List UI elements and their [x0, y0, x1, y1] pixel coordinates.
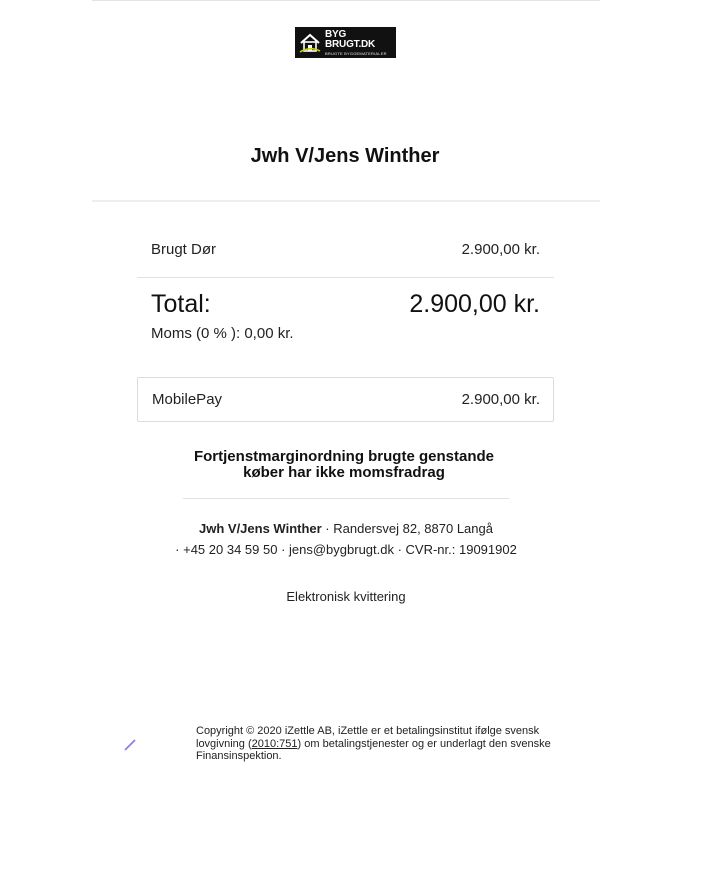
- receipt-type: Elektronisk kvittering: [286, 589, 406, 604]
- copyright-text-end: ) om betalingstjenester og er underlagt den svenske Finansinspektion.: [196, 737, 551, 762]
- house-icon: [298, 31, 322, 55]
- total-amount: 2.900,00 kr.: [409, 290, 540, 318]
- line-item-name: Brugt Dør: [151, 241, 217, 258]
- total-label: Total:: [151, 290, 211, 318]
- items-divider: [137, 277, 554, 278]
- law-reference-link[interactable]: 2010:751: [251, 737, 298, 750]
- vat-line: Moms (0 % ): 0,00 kr.: [151, 325, 294, 342]
- merchant-name: Jwh V/Jens Winther: [250, 145, 440, 167]
- logo-wordmark: BYG BRUGT.DK: [325, 28, 376, 50]
- store-logo: [295, 27, 396, 58]
- logo-tagline: BRUGTE BYGGEMATERIALER: [325, 50, 387, 56]
- merchant-contact-line: · +45 20 34 59 50 · jens@bygbrugt.dk · CVR-nr.: 19091902: [175, 542, 517, 557]
- line-item: [151, 241, 540, 258]
- copyright-text-start: Copyright © 2020 iZettle AB, iZettle er et betalingsinstitut ifølge svensk lovgivning (: [196, 725, 540, 750]
- margin-scheme-notice: [0, 449, 688, 481]
- footer-merchant-name: Jwh V/Jens Winther: [199, 521, 322, 536]
- payment-method: MobilePay: [152, 391, 223, 408]
- top-divider: [92, 0, 600, 1]
- copyright-notice: [196, 725, 556, 763]
- payment-amount: 2.900,00 kr.: [461, 391, 540, 408]
- margin-scheme-line-1: Fortjenstmarginordning brugte genstande: [193, 448, 494, 465]
- line-item-price: 2.900,00 kr.: [461, 241, 540, 258]
- merchant-address-line: [0, 521, 692, 536]
- footer-address: · Randersvej 82, 8870 Langå: [321, 521, 493, 536]
- pen-stroke-mark: [124, 738, 136, 750]
- header-divider: [92, 200, 600, 202]
- payment-summary: [137, 377, 554, 422]
- notice-divider: [183, 498, 509, 499]
- margin-scheme-line-2: køber har ikke momsfradrag: [243, 464, 445, 481]
